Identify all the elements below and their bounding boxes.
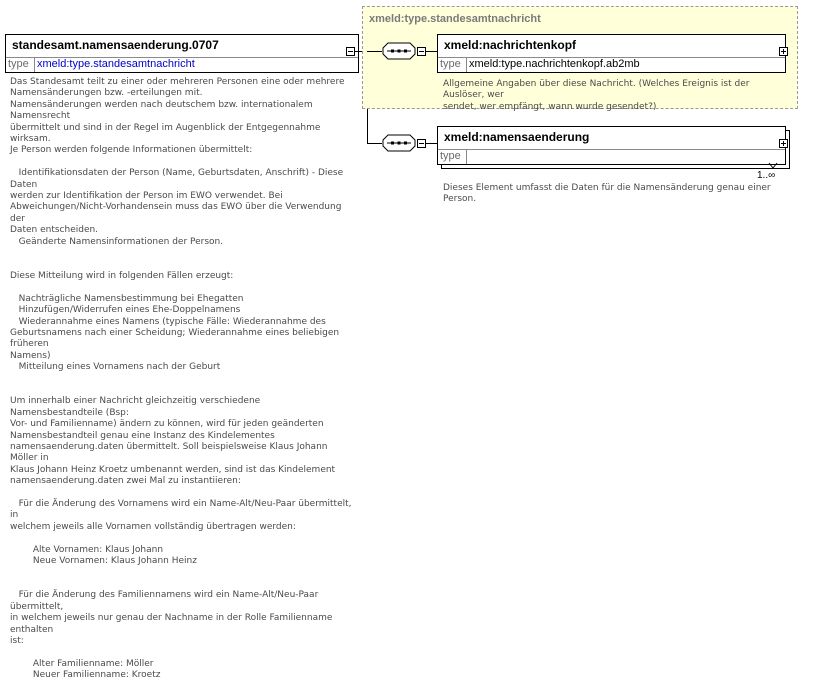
root-type-row: [6, 57, 358, 72]
root-type-link[interactable]: xmeld:type.standesamtnachricht: [37, 58, 195, 70]
nachrichtenkopf-expand-icon[interactable]: [779, 47, 788, 56]
namensaenderung-type-label: type: [438, 150, 467, 164]
nachrichtenkopf-description: Allgemeine Angaben über diese Nachricht. (Welches Ereignis ist der Auslöser, wer sendet, wer empfängt, wann wurde gesendet?): [443, 79, 750, 112]
type-group-title: xmeld:type.standesamtnachricht: [369, 13, 541, 25]
nachrichtenkopf-type-label: type: [438, 58, 467, 72]
namensaenderung-box[interactable]: [437, 126, 786, 165]
root-description: Das Standesamt teilt zu einer oder mehreren Personen eine oder mehrere Namensänderungen bzw. -erteilungen mit. Namensänderungen werden nach deutschem bzw. internationalem Namensrecht übermittelt und sind in der Regel im Augenblick der Entgegennahme wirksam. Je Person werden folgende Informationen übermittelt: Identifikationsdaten der Person (Name, Geburtsdaten, Anschrift) - Diese Daten werden zur Identifikation der Person im EWO verwendet. Bei Abweichungen/Nicht-Vorhandensein muss das EWO über die Verwendung der Daten entscheiden. Geänderte Namensinformationen der Person. Diese Mitteilung wird in folgenden Fällen erzeugt: Nachträgliche Namensbestimmung bei Ehegatten Hinzufügen/Widerrufen eines Ehe-Doppelnamens Wiederannahme eines Namens (typische Fälle: Wiederannahme des Geburtsnamens nach einer Scheidung; Wiederannahme eines beliebigen früheren Namens) Mitteilung eines Vornamens nach der Geburt Um innerhalb einer Nachricht gleichzeitig verschiedene Namensbestandteile (Bsp: Vor- und Familienname) ändern zu können, wird für jeden geänderten Namensbestandteil genau eine Instanz des Kindelementes namensaenderung.daten übermittelt. Soll beispielsweise Klaus Johann Möller in Klaus Johann Heinz Kroetz umbenannt werden, sind ist das Kindelement namensaenderung.daten zwei Mal zu instantiieren: Für die Änderung des Vornamens wird ein Name-Alt/Neu-Paar übermittelt, in welchem jeweils alle Vornamen vollständig übertragen werden: Alte Vornamen: Klaus Johann Neue Vornamen: Klaus Johann Heinz Für die Änderung des Familiennamens wird ein Name-Alt/Neu-Paar übermittelt, in welchem jeweils nur genau der Nachname in der Rolle Familienname enthalten ist: Alter Familienname: Möller Neuer Familienname: Kroetz: [10, 77, 352, 681]
namensaenderung-name: xmeld:namensaenderung: [444, 130, 590, 144]
nachrichtenkopf-name: xmeld:nachrichtenkopf: [444, 38, 577, 52]
namensaenderung-cardinality: 1..∞: [757, 170, 776, 181]
nachrichtenkopf-box[interactable]: [437, 34, 786, 73]
namensaenderung-description: Dieses Element umfasst die Daten für die Namensänderung genau einer Person.: [443, 183, 774, 205]
namensaenderung-expand-icon[interactable]: [779, 139, 788, 148]
connector-seq1-in: [367, 51, 382, 52]
sequence-1-collapse-icon[interactable]: [417, 47, 426, 56]
nachrichtenkopf-type-value[interactable]: xmeld:type.nachrichtenkopf.ab2mb: [469, 58, 640, 70]
sequence-compositor-2-icon: [382, 134, 416, 152]
root-element-name: standesamt.namensaenderung.0707: [12, 38, 219, 52]
sequence-2-collapse-icon[interactable]: [417, 139, 426, 148]
namensaenderung-type-row: [438, 149, 785, 164]
nachrichtenkopf-type-row: [438, 57, 785, 72]
connector-seq2-in: [367, 143, 382, 144]
root-element-box[interactable]: [5, 34, 359, 73]
root-type-label: type: [6, 58, 35, 72]
sequence-compositor-1-icon: [382, 42, 416, 60]
root-collapse-icon[interactable]: [346, 47, 355, 56]
namensaenderung-repeat-icon: [768, 162, 778, 170]
